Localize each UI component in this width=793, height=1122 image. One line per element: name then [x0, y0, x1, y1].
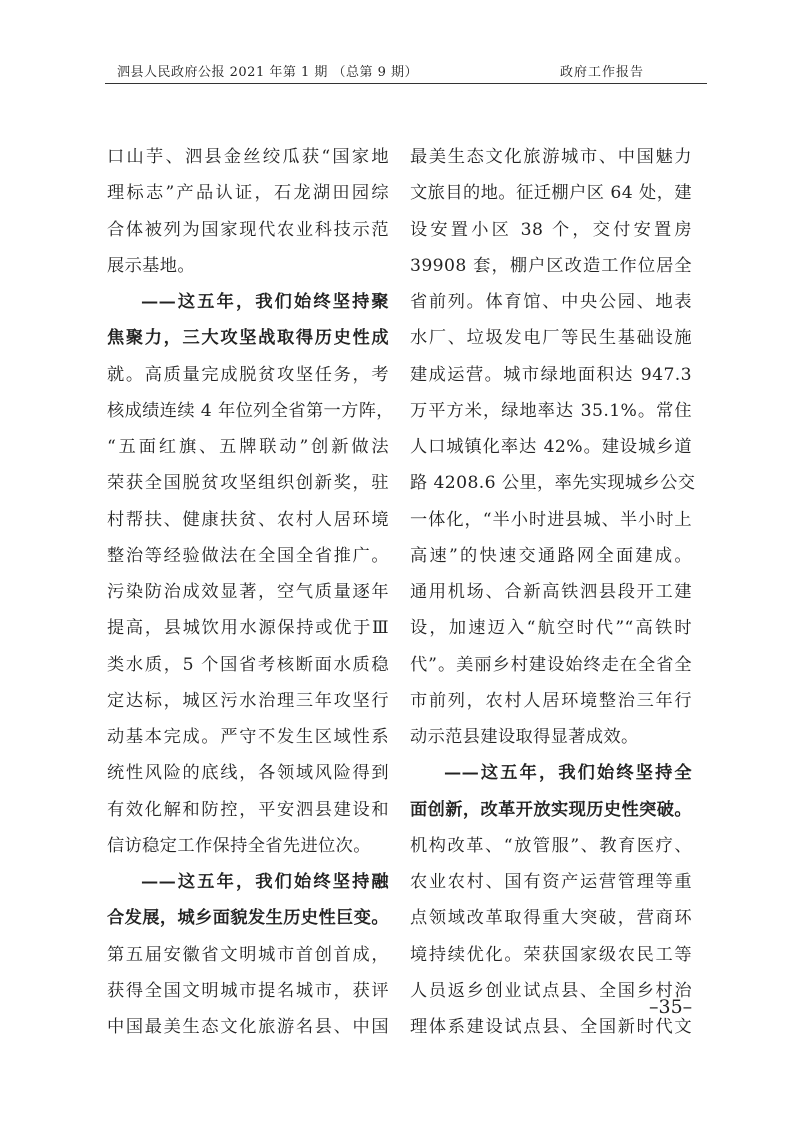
text-line: 统性风险的底线，各领域风险得到	[107, 763, 389, 784]
text-line: 提高，县城饮用水源保持或优于Ⅲ	[107, 618, 389, 639]
text-line: 水厂、垃圾发电厂等民生基础设施	[410, 328, 692, 349]
text-line: 核成绩连续 4 年位列全省第一方阵，	[107, 400, 394, 421]
text-line: 合发展，城乡面貌发生历史性巨变。	[107, 908, 389, 929]
text-line: 39908 套，棚户区改造工作位居全	[410, 255, 692, 276]
text-line: 建成运营。城市绿地面积达 947.3	[410, 364, 692, 385]
text-line: 省前列。体育馆、中央公园、地表	[410, 292, 692, 312]
text-line: 荣获全国脱贫攻坚组织创新奖，驻	[107, 473, 389, 494]
header-publication-title: 泗县人民政府公报 2021 年第 1 期 （总第 9 期）	[117, 65, 419, 80]
text-line: 设，加速迈入“航空时代”“高铁时	[410, 618, 692, 639]
text-line: 最美生态文化旅游城市、中国魅力	[410, 147, 692, 167]
text-line: 第五届安徽省文明城市首创首成，	[107, 944, 389, 965]
text-line: 村帮扶、健康扶贫、农村人居环境	[107, 509, 389, 530]
text-line: 通用机场、合新高铁泗县段开工建	[410, 582, 692, 602]
text-line: 有效化解和防控，平安泗县建设和	[107, 799, 389, 820]
text-line: 市前列，农村人居环境整治三年行	[410, 690, 692, 711]
text-line: 就。高质量完成脱贫攻坚任务，考	[107, 364, 389, 385]
text-line: 机构改革、“放管服”、教育医疗、	[410, 835, 692, 856]
header-divider	[105, 83, 707, 84]
text-line: 动基本完成。严守不发生区域性系	[107, 727, 389, 747]
text-line: 路 4208.6 公里，率先实现城乡公交	[410, 473, 696, 494]
text-line: 人员返乡创业试点县、全国乡村治	[410, 980, 692, 1001]
text-line: 设安置小区 38 个，交付安置房	[410, 219, 692, 240]
text-line: 合体被列为国家现代农业科技示范	[107, 219, 389, 240]
text-line: 农业农村、国有资产运营管理等重	[410, 872, 692, 892]
text-line: 定达标，城区污水治理三年攻坚行	[107, 690, 389, 711]
text-line: 面创新，改革开放实现历史性突破。	[410, 799, 692, 820]
text-line: 理体系建设试点县、全国新时代文	[410, 1017, 692, 1037]
text-line: “五面红旗、五牌联动”创新做法	[107, 437, 389, 457]
header-section-title: 政府工作报告	[560, 65, 645, 80]
text-line: 中国最美生态文化旅游名县、中国	[107, 1017, 389, 1037]
text-line: 动示范县建设取得显著成效。	[410, 727, 639, 747]
text-line: 信访稳定工作保持全省先进位次。	[107, 835, 371, 856]
text-line: 污染防治成效显著，空气质量逐年	[107, 582, 389, 602]
text-line: 万平方米，绿地率达 35.1%。常住	[410, 400, 692, 421]
text-line: 类水质，5 个国省考核断面水质稳	[107, 654, 389, 675]
text-line: 理标志”产品认证，石龙湖田园综	[107, 183, 389, 204]
text-line: 代”。美丽乡村建设始终走在全省全	[410, 654, 692, 675]
text-line: 文旅目的地。征迁棚户区 64 处，建	[410, 183, 692, 204]
text-line: ——这五年，我们始终坚持融	[141, 872, 389, 892]
text-line: 高速”的快速交通路网全面建成。	[410, 545, 692, 566]
text-line: 焦聚力，三大攻坚战取得历史性成	[107, 328, 389, 349]
text-line: 口山芋、泗县金丝绞瓜获“国家地	[107, 147, 389, 167]
left-text-column	[107, 139, 394, 1037]
text-line: 获得全国文明城市提名城市，获评	[107, 980, 389, 1001]
text-line: ——这五年，我们始终坚持全	[444, 763, 692, 784]
text-line: 一体化，“半小时进县城、半小时上	[410, 509, 692, 530]
right-text-column	[410, 139, 696, 1037]
page-number: –35–	[649, 996, 693, 1018]
text-line: 境持续优化。荣获国家级农民工等	[410, 944, 692, 965]
text-line: 整治等经验做法在全国全省推广。	[107, 545, 389, 566]
text-line: 展示基地。	[107, 255, 195, 276]
text-line: 点领域改革取得重大突破，营商环	[410, 908, 692, 929]
text-line: ——这五年，我们始终坚持聚	[141, 292, 389, 312]
text-line: 人口城镇化率达 42%。建设城乡道	[410, 437, 692, 457]
